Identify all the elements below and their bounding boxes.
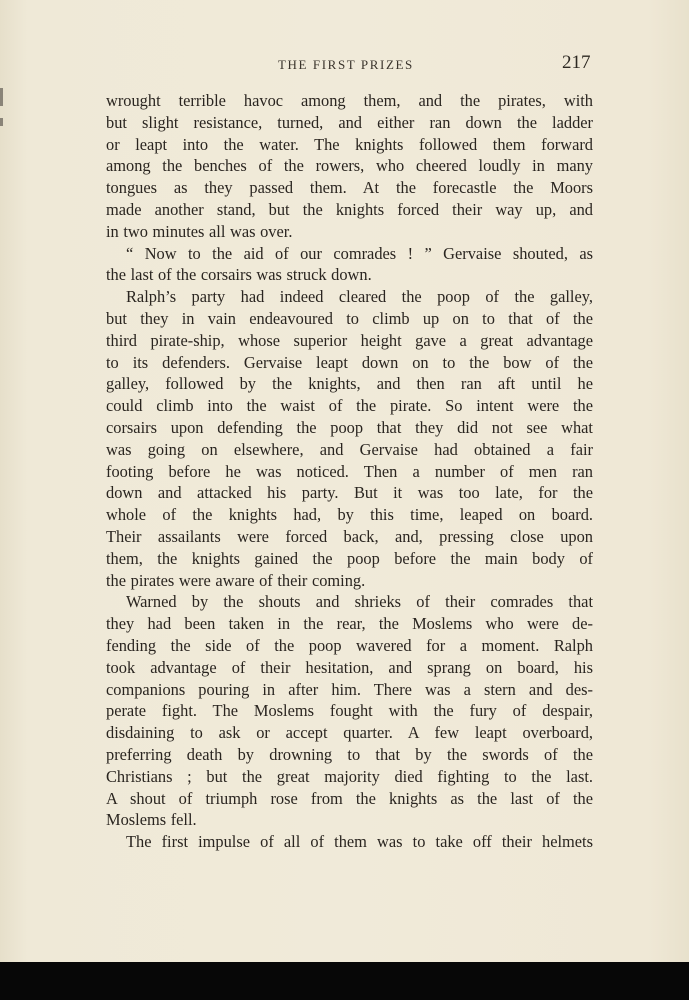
text-line: Their assailants were forced back, and, pressing close upon [106,526,593,546]
text-line: Christians ; but the great majority died fighting to the last. [106,766,593,786]
text-line: Moslems fell. [106,810,197,830]
running-head-title: THE FIRST PRIZES [278,57,414,72]
text-line: fending the side of the poop wavered for a moment. Ralph [106,635,593,655]
text-line: Ralph’s party had indeed cleared the poop of the galley, [126,287,593,307]
text-line: Warned by the shouts and shrieks of their comrades that [126,592,593,612]
text-line: but they in vain endeavoured to climb up on to that of the [106,308,593,328]
text-line: was going on elsewhere, and Gervaise had obtained a fair [106,439,593,459]
text-line: whole of the knights had, by this time, leaped on board. [106,505,593,525]
spine-mark-lower [0,118,3,126]
text-line: companions pouring in after him. There was a stern and des- [106,679,593,699]
text-line: footing before he was noticed. Then a number of men ran [106,461,593,481]
text-line: corsairs upon defending the poop that they did not see what [106,417,593,437]
text-line: The first impulse of all of them was to take off their helmets [126,832,593,852]
text-line: A shout of triumph rose from the knights as the last of the [106,788,593,808]
text-line: the pirates were aware of their coming. [106,570,366,590]
text-line: but slight resistance, turned, and either ran down the ladder [106,112,593,132]
scan-bottom-edge [0,962,689,1000]
text-line: them, the knights gained the poop before the main body of [106,548,593,568]
text-line: down and attacked his party. But it was too late, for the [106,483,593,503]
text-line: disdaining to ask or accept quarter. A few leapt overboard, [106,723,593,743]
text-line: wrought terrible havoc among them, and the pirates, with [106,91,593,110]
body-text [106,90,593,853]
text-line: galley, followed by the knights, and then ran aft until he [106,374,593,394]
text-line: preferring death by drowning to that by the swords of the [106,744,593,764]
text-line: in two minutes all was over. [106,221,293,241]
text-line: “ Now to the aid of our comrades ! ” Gervaise shouted, as [126,243,593,263]
text-line: they had been taken in the rear, the Moslems who were de- [106,614,593,634]
text-line: perate fight. The Moslems fought with the fury of despair, [106,701,593,721]
text-line: to its defenders. Gervaise leapt down on to the bow of the [106,352,593,372]
spine-mark-upper [0,88,3,106]
text-line: made another stand, but the knights forced their way up, and [106,199,593,219]
page-number: 217 [562,52,591,73]
text-line: the last of the corsairs was struck down. [106,265,372,285]
text-line: or leapt into the water. The knights followed them forward [106,134,593,154]
text-line: among the benches of the rowers, who cheered loudly in many [106,156,593,176]
text-line: tongues as they passed them. At the forecastle the Moors [106,178,593,198]
text-line: took advantage of their hesitation, and sprang on board, his [106,657,593,677]
text-line: third pirate-ship, whose superior height gave a great advantage [106,330,593,350]
text-line: could climb into the waist of the pirate. So intent were the [106,396,593,416]
running-head [0,52,689,76]
